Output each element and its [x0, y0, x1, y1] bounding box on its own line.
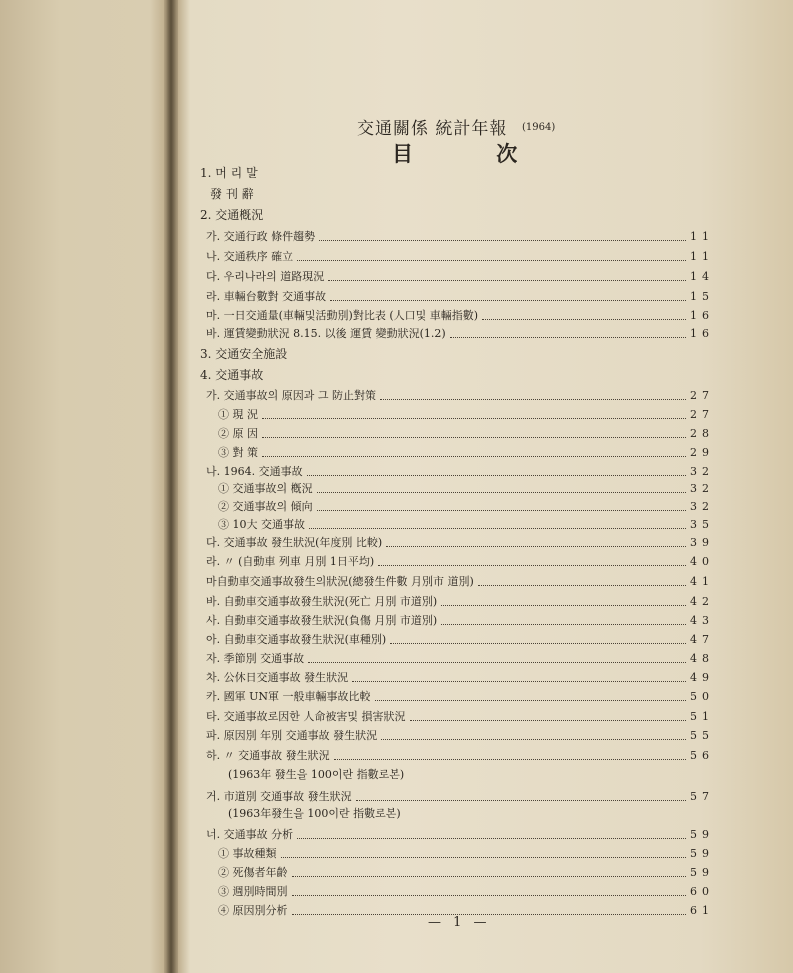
toc-entry[interactable]	[206, 553, 714, 571]
toc-entry-label: 너. 交通事故 分析	[206, 828, 294, 841]
toc-entry-page: 40	[690, 555, 714, 568]
toc-entry-label: ② 交通事故의 傾向	[218, 500, 313, 513]
book-gutter	[164, 0, 178, 973]
page-number: — 1 —	[428, 915, 491, 930]
toc-entry[interactable]	[206, 228, 714, 246]
leader-dots	[292, 876, 687, 877]
toc-entry[interactable]	[206, 288, 714, 306]
toc-entry-label: 가. 交通事故의 原因과 그 防止對策	[206, 389, 376, 402]
toc-entry-label: 하. 〃 交通事故 發生狀況	[206, 749, 330, 762]
leader-dots	[381, 739, 686, 740]
toc-entry-label: 다. 交通事故 發生狀況(年度別 比較)	[206, 536, 383, 549]
leader-dots	[297, 260, 686, 261]
leader-dots	[328, 280, 686, 281]
toc-entry[interactable]	[218, 864, 714, 882]
toc-entry-label: 마自動車交通事故發生의狀況(總發生件數 月別市 道別)	[206, 575, 474, 588]
toc-entry-label: 카. 國軍 UN軍 一般車輛事故比較	[206, 690, 371, 703]
section-safety-facilities: 3. 交通安全施設	[200, 347, 288, 361]
toc-entry-page: 59	[690, 866, 714, 879]
toc-entry-page: 32	[690, 482, 714, 495]
toc-entry-label: 마. 一日交通量(車輛및活動別)對比表 (人口및 車輛指數)	[206, 309, 479, 322]
toc-entry-label: 사. 自動車交通事故發生狀況(負傷 月別 市道別)	[206, 614, 438, 627]
toc-entry-page: 51	[690, 710, 714, 723]
toc-entry-label: ④ 原因別分析	[218, 904, 288, 917]
toc-entry[interactable]	[218, 516, 714, 534]
toc-entry[interactable]	[218, 498, 714, 516]
toc-entry-page: 14	[690, 270, 714, 283]
document-year: (1964)	[522, 122, 556, 133]
toc-entry[interactable]	[218, 406, 714, 424]
toc-entry-page: 39	[690, 536, 714, 549]
toc-entry-label: ② 死傷者年齡	[218, 866, 288, 879]
toc-entry-page: 59	[690, 847, 714, 860]
toc-entry-label: 나. 1964. 交通事故	[206, 465, 303, 478]
toc-entry-page: 16	[690, 309, 714, 322]
toc-entry-label: 바. 運賃變動狀況 8.15. 以後 運賃 變動狀況(1.2)	[206, 327, 446, 340]
toc-entry-label: 파. 原因別 年別 交通事故 發生狀況	[206, 729, 378, 742]
toc-entry[interactable]	[206, 747, 714, 765]
toc-entry-note: (1963年發生을 100이란 指數로본)	[228, 807, 401, 820]
toc-entry-label: 라. 〃 (自動車 列車 月別 1日平均)	[206, 555, 375, 568]
document-title: 交通關係 統計年報	[357, 119, 508, 139]
section-foreword: 發 刊 辭	[210, 187, 254, 201]
toc-entry-label: 차. 公休日交通事故 發生狀況	[206, 671, 349, 684]
toc-entry[interactable]	[206, 268, 714, 286]
toc-entry[interactable]	[218, 845, 714, 863]
leader-dots	[317, 492, 686, 493]
toc-entry[interactable]	[206, 727, 714, 745]
leader-dots	[334, 759, 686, 760]
toc-entry-label: 타. 交通事故로因한 人命被害및 損害狀況	[206, 710, 406, 723]
leader-dots	[390, 643, 686, 644]
toc-entry-page: 60	[690, 885, 714, 898]
section-preface: 1. 머 리 말	[200, 166, 258, 180]
leader-dots	[292, 895, 687, 896]
toc-entry-label: 다. 우리나라의 道路現況	[206, 270, 325, 283]
toc-entry[interactable]	[206, 307, 714, 325]
toc-entry-label: ③ 週別時間別	[218, 885, 288, 898]
toc-entry-page: 29	[690, 446, 714, 459]
toc-entry-page: 59	[690, 828, 714, 841]
leader-dots	[262, 418, 686, 419]
toc-entry-label: ③ 10大 交通事故	[218, 518, 305, 531]
toc-entry[interactable]	[206, 650, 714, 668]
toc-entry-label: 바. 自動車交通事故發生狀況(死亡 月別 市道別)	[206, 595, 438, 608]
toc-entry-label: 가. 交通行政 條件趨勢	[206, 230, 316, 243]
left-page-blank	[0, 0, 168, 973]
leader-dots	[262, 456, 686, 457]
toc-entry[interactable]	[206, 248, 714, 266]
toc-entry[interactable]	[206, 688, 714, 706]
toc-entry-label: 나. 交通秩序 確立	[206, 250, 294, 263]
toc-entry-label: 거. 市道別 交通事故 發生狀況	[206, 790, 352, 803]
toc-entry[interactable]	[218, 480, 714, 498]
toc-entry[interactable]	[206, 573, 714, 591]
leader-dots	[356, 800, 686, 801]
toc-entry-page: 47	[690, 633, 714, 646]
toc-entry-label: 자. 季節別 交通事故	[206, 652, 305, 665]
toc-entry[interactable]	[206, 788, 714, 806]
toc-entry[interactable]	[218, 425, 714, 443]
section-traffic-overview: 2. 交通槪況	[200, 208, 264, 222]
toc-entry-label: ③ 對 策	[218, 446, 258, 459]
leader-dots	[281, 857, 687, 858]
section-traffic-accidents: 4. 交通事故	[200, 368, 264, 382]
toc-entry-page: 56	[690, 749, 714, 762]
toc-entry-page: 55	[690, 729, 714, 742]
toc-entry-label: 아. 自動車交通事故發生狀況(車種別)	[206, 633, 387, 646]
toc-entry-label: ① 交通事故의 槪況	[218, 482, 313, 495]
toc-entry[interactable]	[218, 883, 714, 901]
toc-entry[interactable]	[206, 325, 714, 343]
leader-dots	[441, 605, 686, 606]
leader-dots	[352, 681, 686, 682]
toc-entry-page: 43	[690, 614, 714, 627]
leader-dots	[319, 240, 686, 241]
leader-dots	[307, 475, 686, 476]
leader-dots	[297, 838, 686, 839]
toc-entry-page: 28	[690, 427, 714, 440]
toc-entry[interactable]	[206, 612, 714, 630]
leader-dots	[309, 528, 686, 529]
toc-entry-page: 49	[690, 671, 714, 684]
toc-entry-page: 32	[690, 465, 714, 478]
toc-entry-page: 27	[690, 408, 714, 421]
toc-entry[interactable]	[206, 826, 714, 844]
leader-dots	[380, 399, 686, 400]
toc-entry-page: 11	[690, 250, 714, 263]
toc-entry-page: 50	[690, 690, 714, 703]
leader-dots	[375, 700, 686, 701]
toc-entry-label: 라. 車輛台數對 交通事故	[206, 290, 327, 303]
toc-entry[interactable]	[206, 463, 714, 481]
toc-entry-label: ① 事故種類	[218, 847, 277, 860]
toc-entry-page: 57	[690, 790, 714, 803]
toc-entry-page: 48	[690, 652, 714, 665]
toc-entry-page: 11	[690, 230, 714, 243]
toc-entry[interactable]	[206, 534, 714, 552]
toc-entry-page: 32	[690, 500, 714, 513]
leader-dots	[262, 437, 686, 438]
toc-entry-page: 61	[690, 904, 714, 917]
toc-entry-page: 27	[690, 389, 714, 402]
toc-entry-label: ② 原 因	[218, 427, 258, 440]
toc-entry-page: 42	[690, 595, 714, 608]
toc-entry-page: 15	[690, 290, 714, 303]
toc-entry-note: (1963年 發生을 100이란 指數로본)	[228, 768, 405, 781]
leader-dots	[308, 662, 686, 663]
leader-dots	[450, 337, 686, 338]
toc-entry-page: 41	[690, 575, 714, 588]
toc-entry-label: ① 現 況	[218, 408, 258, 421]
toc-entry[interactable]	[218, 444, 714, 462]
toc-entry[interactable]	[206, 708, 714, 726]
leader-dots	[410, 720, 687, 721]
leader-dots	[378, 565, 686, 566]
leader-dots	[386, 546, 686, 547]
toc-entry[interactable]	[206, 387, 714, 405]
leader-dots	[478, 585, 686, 586]
toc-heading: 目 次	[392, 141, 556, 166]
leader-dots	[317, 510, 686, 511]
toc-entry[interactable]	[206, 631, 714, 649]
leader-dots	[441, 624, 686, 625]
toc-entry-page: 35	[690, 518, 714, 531]
leader-dots	[482, 319, 686, 320]
toc-entry-page: 16	[690, 327, 714, 340]
toc-entry[interactable]	[206, 593, 714, 611]
leader-dots	[330, 300, 686, 301]
toc-entry[interactable]	[206, 669, 714, 687]
